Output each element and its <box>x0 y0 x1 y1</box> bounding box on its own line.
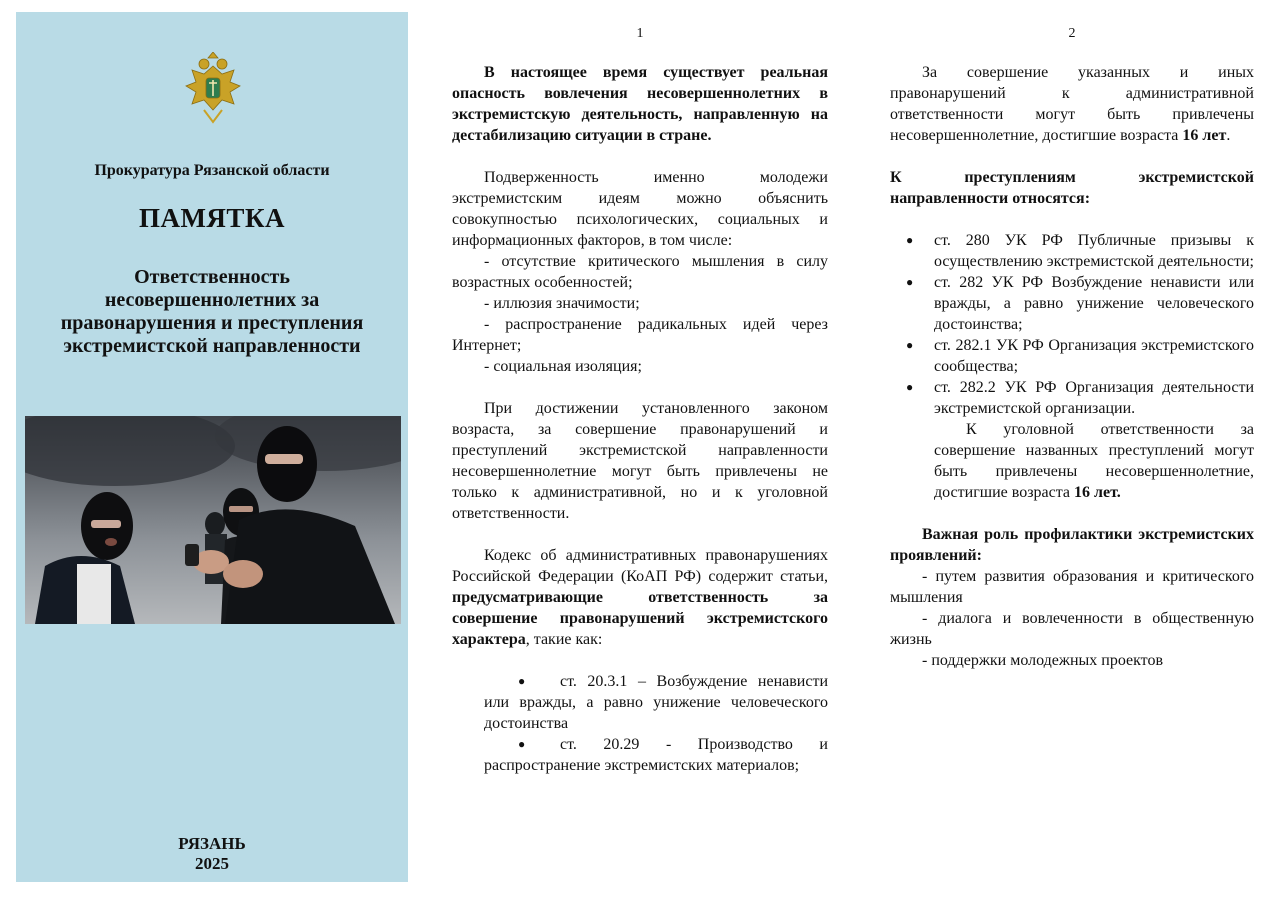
bullet-icon: ● <box>518 737 526 751</box>
bullet-icon: ● <box>906 233 914 247</box>
article-item: ст. 20.29 - Производство и распространение экстремистских материалов; <box>484 736 828 774</box>
factors-intro: Подверженность именно молодежи экстремистским идеям можно объяснить совокупностью психологических, социальных и информационных факторов, в том числе: <box>452 169 828 249</box>
cover-photo <box>25 416 401 624</box>
article-item: ст. 20.3.1 – Возбуждение ненависти или вражды, а равно унижение человеческого достоинства <box>484 673 828 732</box>
factor-item: - отсутствие критического мышления в силу возрастных особенностей; <box>452 253 828 291</box>
koap-paragraph: Кодекс об административных правонарушениях Российской Федерации (КоАП РФ) содержит статьи, предусматривающие ответственность за совершение правонарушений экстремистского характера, такие как: <box>452 547 828 648</box>
page-number-2: 2 <box>1068 26 1076 41</box>
factor-item: - распространение радикальных идей через Интернет; <box>452 316 828 354</box>
criminal-block <box>890 419 1254 503</box>
list-item <box>890 272 1254 335</box>
bullet-icon: ● <box>906 338 914 352</box>
page-number-1: 1 <box>636 26 644 41</box>
list-item <box>890 230 1254 272</box>
admin-paragraph: За совершение указанных и иных правонарушений к административной ответственности могут быть привлечены несовершеннолетние, достигшие возраста 16 лет. <box>890 64 1254 144</box>
age-paragraph: При достижении установленного законом возраста, за совершение правонарушений и преступлений экстремистской направленности несовершеннолетние могут быть привлечены не только к административной, но и к уголовной ответственности. <box>452 400 828 522</box>
factor-item: - социальная изоляция; <box>484 358 642 375</box>
city-year <box>16 834 408 874</box>
cover-panel <box>16 12 408 882</box>
crimes-heading: К преступлениям экстремистской направленности относятся: <box>890 169 1254 207</box>
crime-item: ст. 280 УК РФ Публичные призывы к осуществлению экстремистской деятельности; <box>934 232 1254 270</box>
page-2-column <box>890 62 1254 671</box>
prevention-item: - поддержки молодежных проектов <box>922 652 1164 669</box>
page-1-column <box>452 62 828 776</box>
year: 2025 <box>195 854 229 873</box>
cover-subtitle: Ответственность несовершеннолетних за правонарушения и преступления экстремистской направленности <box>60 266 364 357</box>
crime-item: ст. 282 УК РФ Возбуждение ненависти или вражды, а равно унижение человеческого достоинства; <box>934 274 1254 333</box>
list-item <box>890 377 1254 419</box>
criminal-paragraph: К уголовной ответственности за совершение названных преступлений могут быть привлечены несовершеннолетние, достигшие возраста 16 лет. <box>934 421 1254 501</box>
factor-item: - иллюзия значимости; <box>484 295 640 312</box>
prosecutor-emblem-icon <box>182 52 244 126</box>
organization-name: Прокуратура Рязанской области <box>94 162 330 179</box>
list-item <box>452 671 828 734</box>
cover-title: ПАМЯТКА <box>138 203 286 233</box>
intro-paragraph: В настоящее время существует реальная опасность вовлечения несовершеннолетних в экстремистскую деятельность, направленную на дестабилизацию ситуации в стране. <box>452 64 828 144</box>
crime-item: ст. 282.1 УК РФ Организация экстремистского сообщества; <box>934 337 1254 375</box>
bullet-icon: ● <box>906 275 914 289</box>
bullet-icon: ● <box>906 380 914 394</box>
crime-item: ст. 282.2 УК РФ Организация деятельности экстремистской организации. <box>934 379 1254 417</box>
city-name: РЯЗАНЬ <box>178 834 246 853</box>
prevention-item: - путем развития образования и критического мышления <box>890 568 1254 606</box>
prevention-heading: Важная роль профилактики экстремистских проявлений: <box>890 526 1254 564</box>
bullet-icon: ● <box>518 674 526 688</box>
list-item <box>890 335 1254 377</box>
prevention-item: - диалога и вовлеченности в общественную жизнь <box>890 610 1254 648</box>
list-item <box>452 734 828 776</box>
